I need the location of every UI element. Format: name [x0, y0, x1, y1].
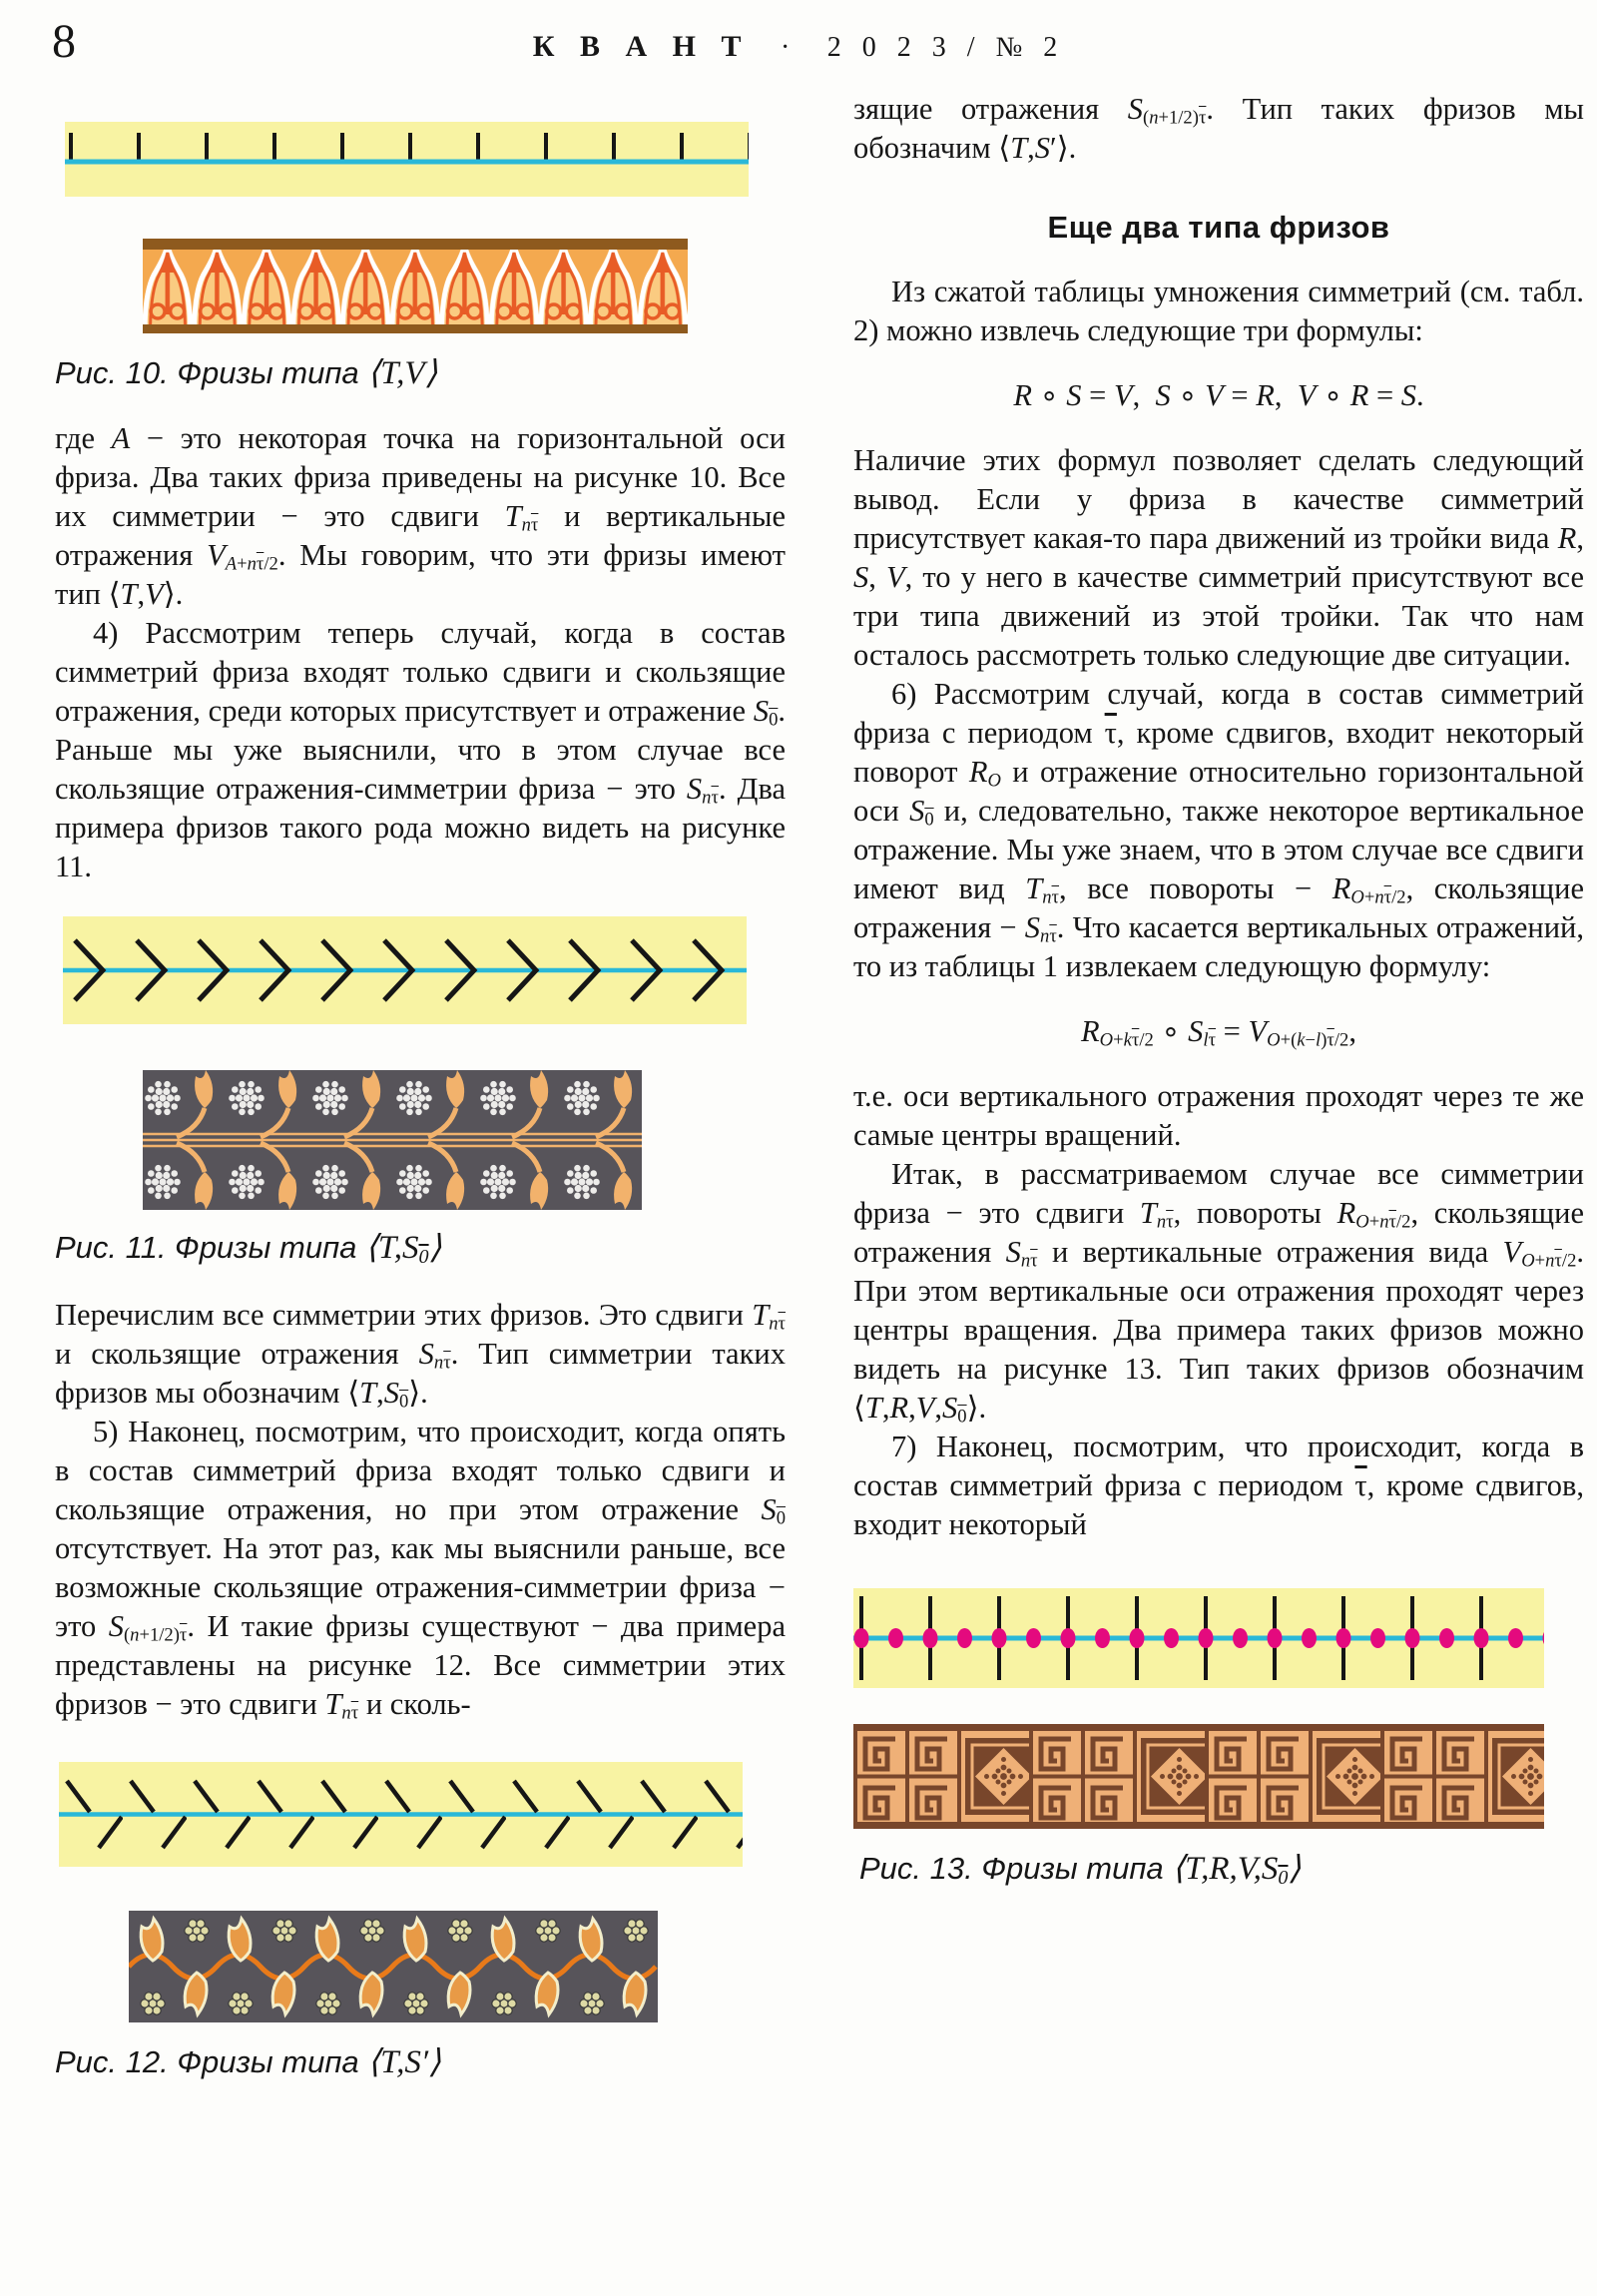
- section-heading: Еще два типа фризов: [1047, 210, 1390, 245]
- paragraph-right-4: т.е. оси вертикального отражения проходят через те же самые центры вращений.: [853, 1079, 1584, 1152]
- figure-10-ruler-frieze: [65, 122, 786, 197]
- figure-13-meander-frieze: [853, 1724, 1584, 1829]
- figure-11-chevron-frieze: [63, 916, 786, 1024]
- ivy-frieze-image: [129, 1911, 658, 2022]
- paragraph-left-4: 5) Наконец, посмотрим, что происходит, когда опять в состав симметрий фриза входят только сдвиги и скользящие отражения, но при этом отражение $S_0$ отсутствует. На этот раз, как мы выяснили раньше, все возможные скользящие отражения-симметрии фриза − это $S_{(n+1/2)\overline{\tau}}$. И такие фризы существуют − два примера представлены на рисунке 12. Все симметрии этих фризов − это сдвиги $T_{n\overline{\tau}}$ и сколь-: [55, 1415, 786, 1724]
- paragraph-right-6: 7) Наконец, посмотрим, что происходит, когда в состав симметрий фриза с периодом $\overline{\tau}$, кроме сдвигов, входит некоторый: [853, 1430, 1584, 1541]
- paragraph-right-1: Из сжатой таблицы умножения симметрий (см. табл. 2) можно извлечь следующие три формулы:: [853, 275, 1584, 347]
- header-separator: ·: [780, 32, 798, 63]
- diagonal-strokes-image: [59, 1762, 743, 1867]
- right-column: [853, 86, 1584, 1891]
- formula-rotation-reflection: $R_{O+k\overline{\tau}/2}$ ∘ $S_{l\overline{\tau}} = V_{O+(k-l)\overline{\tau}/2}$,: [1081, 1014, 1356, 1051]
- page-number: 8: [52, 15, 76, 68]
- chevron-frieze-image: [63, 916, 747, 1024]
- branch-frieze-image: [143, 1070, 642, 1210]
- paragraph-left-3: Перечислим все симметрии этих фризов. Это сдвиги $T_{n\overline{\tau}}$ и скользящие отражения $S_{n\overline{\tau}}$. Тип симметрии таких фризов мы обозначим $⟨T,S_0⟩$.: [55, 1298, 786, 1413]
- journal-issue: 2 0 2 3 / № 2: [826, 32, 1065, 63]
- figure-13-dots-frieze: [853, 1588, 1584, 1688]
- figure-12-caption: Рис. 12. Фризы типа ⟨T,S′⟩: [55, 2044, 441, 2080]
- figure-10-ornament-frieze: [143, 239, 786, 333]
- paragraph-left-2: 4) Рассмотрим теперь случай, когда в состав симметрий фриза входят только сдвиги и скользящие отражения, среди которых присутствует и отражение $S_0$. Раньше мы уже выяснили, что в этом случае все скользящие отражения-симметрии фриза − это $S_{n\overline{\tau}}$. Два примера фризов такого рода можно видеть на рисунке 11.: [55, 616, 786, 883]
- paragraph-right-2: Наличие этих формул позволяет сделать следующий вывод. Если у фриза в качестве симметрий присутствует какая-то пара движений из тройки вида R, S, V, то у него в качестве симметрий присутствуют все три типа движений из этой тройки. Так что нам осталось рассмотреть только следующие две ситуации.: [853, 443, 1584, 672]
- journal-title: К В А Н Т: [532, 30, 751, 63]
- figure-10-caption: Рис. 10. Фризы типа ⟨T,V⟩: [55, 355, 438, 391]
- paragraph-right-3: 6) Рассмотрим случай, когда в состав симметрий фриза с периодом $\overline{\tau}$, кроме сдвигов, входит некоторый поворот $R_O$ и отражение относительно горизонтальной оси $S_0$ и, следовательно, также некоторое вертикальное отражение. Мы уже знаем, что в этом случае все сдвиги имеют вид $T_{n\overline{\tau}}$, все повороты − $R_{O+n\overline{\tau}/2}$, скользящие отражения − $S_{n\overline{\tau}}$. Что касается вертикальных отражений, то из таблицы 1 извлекаем следующую формулу:: [853, 677, 1585, 983]
- paragraph-right-5: Итак, в рассматриваемом случае все симметрии фриза − это сдвиги $T_{n\overline{\tau}}$, повороты $R_{O+n\overline{\tau}/2}$, скользящие отражения $S_{n\overline{\tau}}$ и вертикальные отражения вида $V_{O+n\overline{\tau}/2}$. При этом вертикальные оси отражения проходят через центры вращения. Два примера таких фризов можно видеть на рисунке 13. Тип таких фризов обозначим $⟨T,R,V,S_0⟩$.: [853, 1157, 1585, 1428]
- figure-12-strokes-frieze: [59, 1762, 786, 1867]
- greek-key-frieze-image: [853, 1724, 1544, 1829]
- figure-11-caption: Рис. 11. Фризы типа $⟨T,S_0⟩$: [55, 1230, 442, 1268]
- journal-header: [0, 30, 1597, 64]
- figure-12-ivy-frieze: [129, 1911, 786, 2022]
- arch-ornament-image: [143, 239, 688, 333]
- figure-11-branch-frieze: [143, 1070, 786, 1210]
- dots-lines-frieze-image: [853, 1588, 1544, 1688]
- left-column: [55, 86, 786, 2084]
- ruler-frieze-image: [65, 122, 749, 197]
- paragraph-left-1: где A − это некоторая точка на горизонтальной оси фриза. Два таких фриза приведены на рисунке 10. Все их симметрии − это сдвиги $T_{n\overline{\tau}}$ и вертикальные отражения $V_{A+n\overline{\tau}/2}$. Мы говорим, что эти фризы имеют тип ⟨T,V⟩.: [55, 421, 787, 611]
- figure-13-caption: Рис. 13. Фризы типа $⟨T,R,V,S_0⟩$: [859, 1851, 1302, 1889]
- formula-rsv: R ∘ S = V, S ∘ V = R, V ∘ R = S.: [1013, 378, 1424, 412]
- paragraph-right-0: зящие отражения $S_{(n+1/2)\overline{\tau}}$. Тип таких фризов мы обозначим ⟨T,S′⟩.: [853, 92, 1585, 165]
